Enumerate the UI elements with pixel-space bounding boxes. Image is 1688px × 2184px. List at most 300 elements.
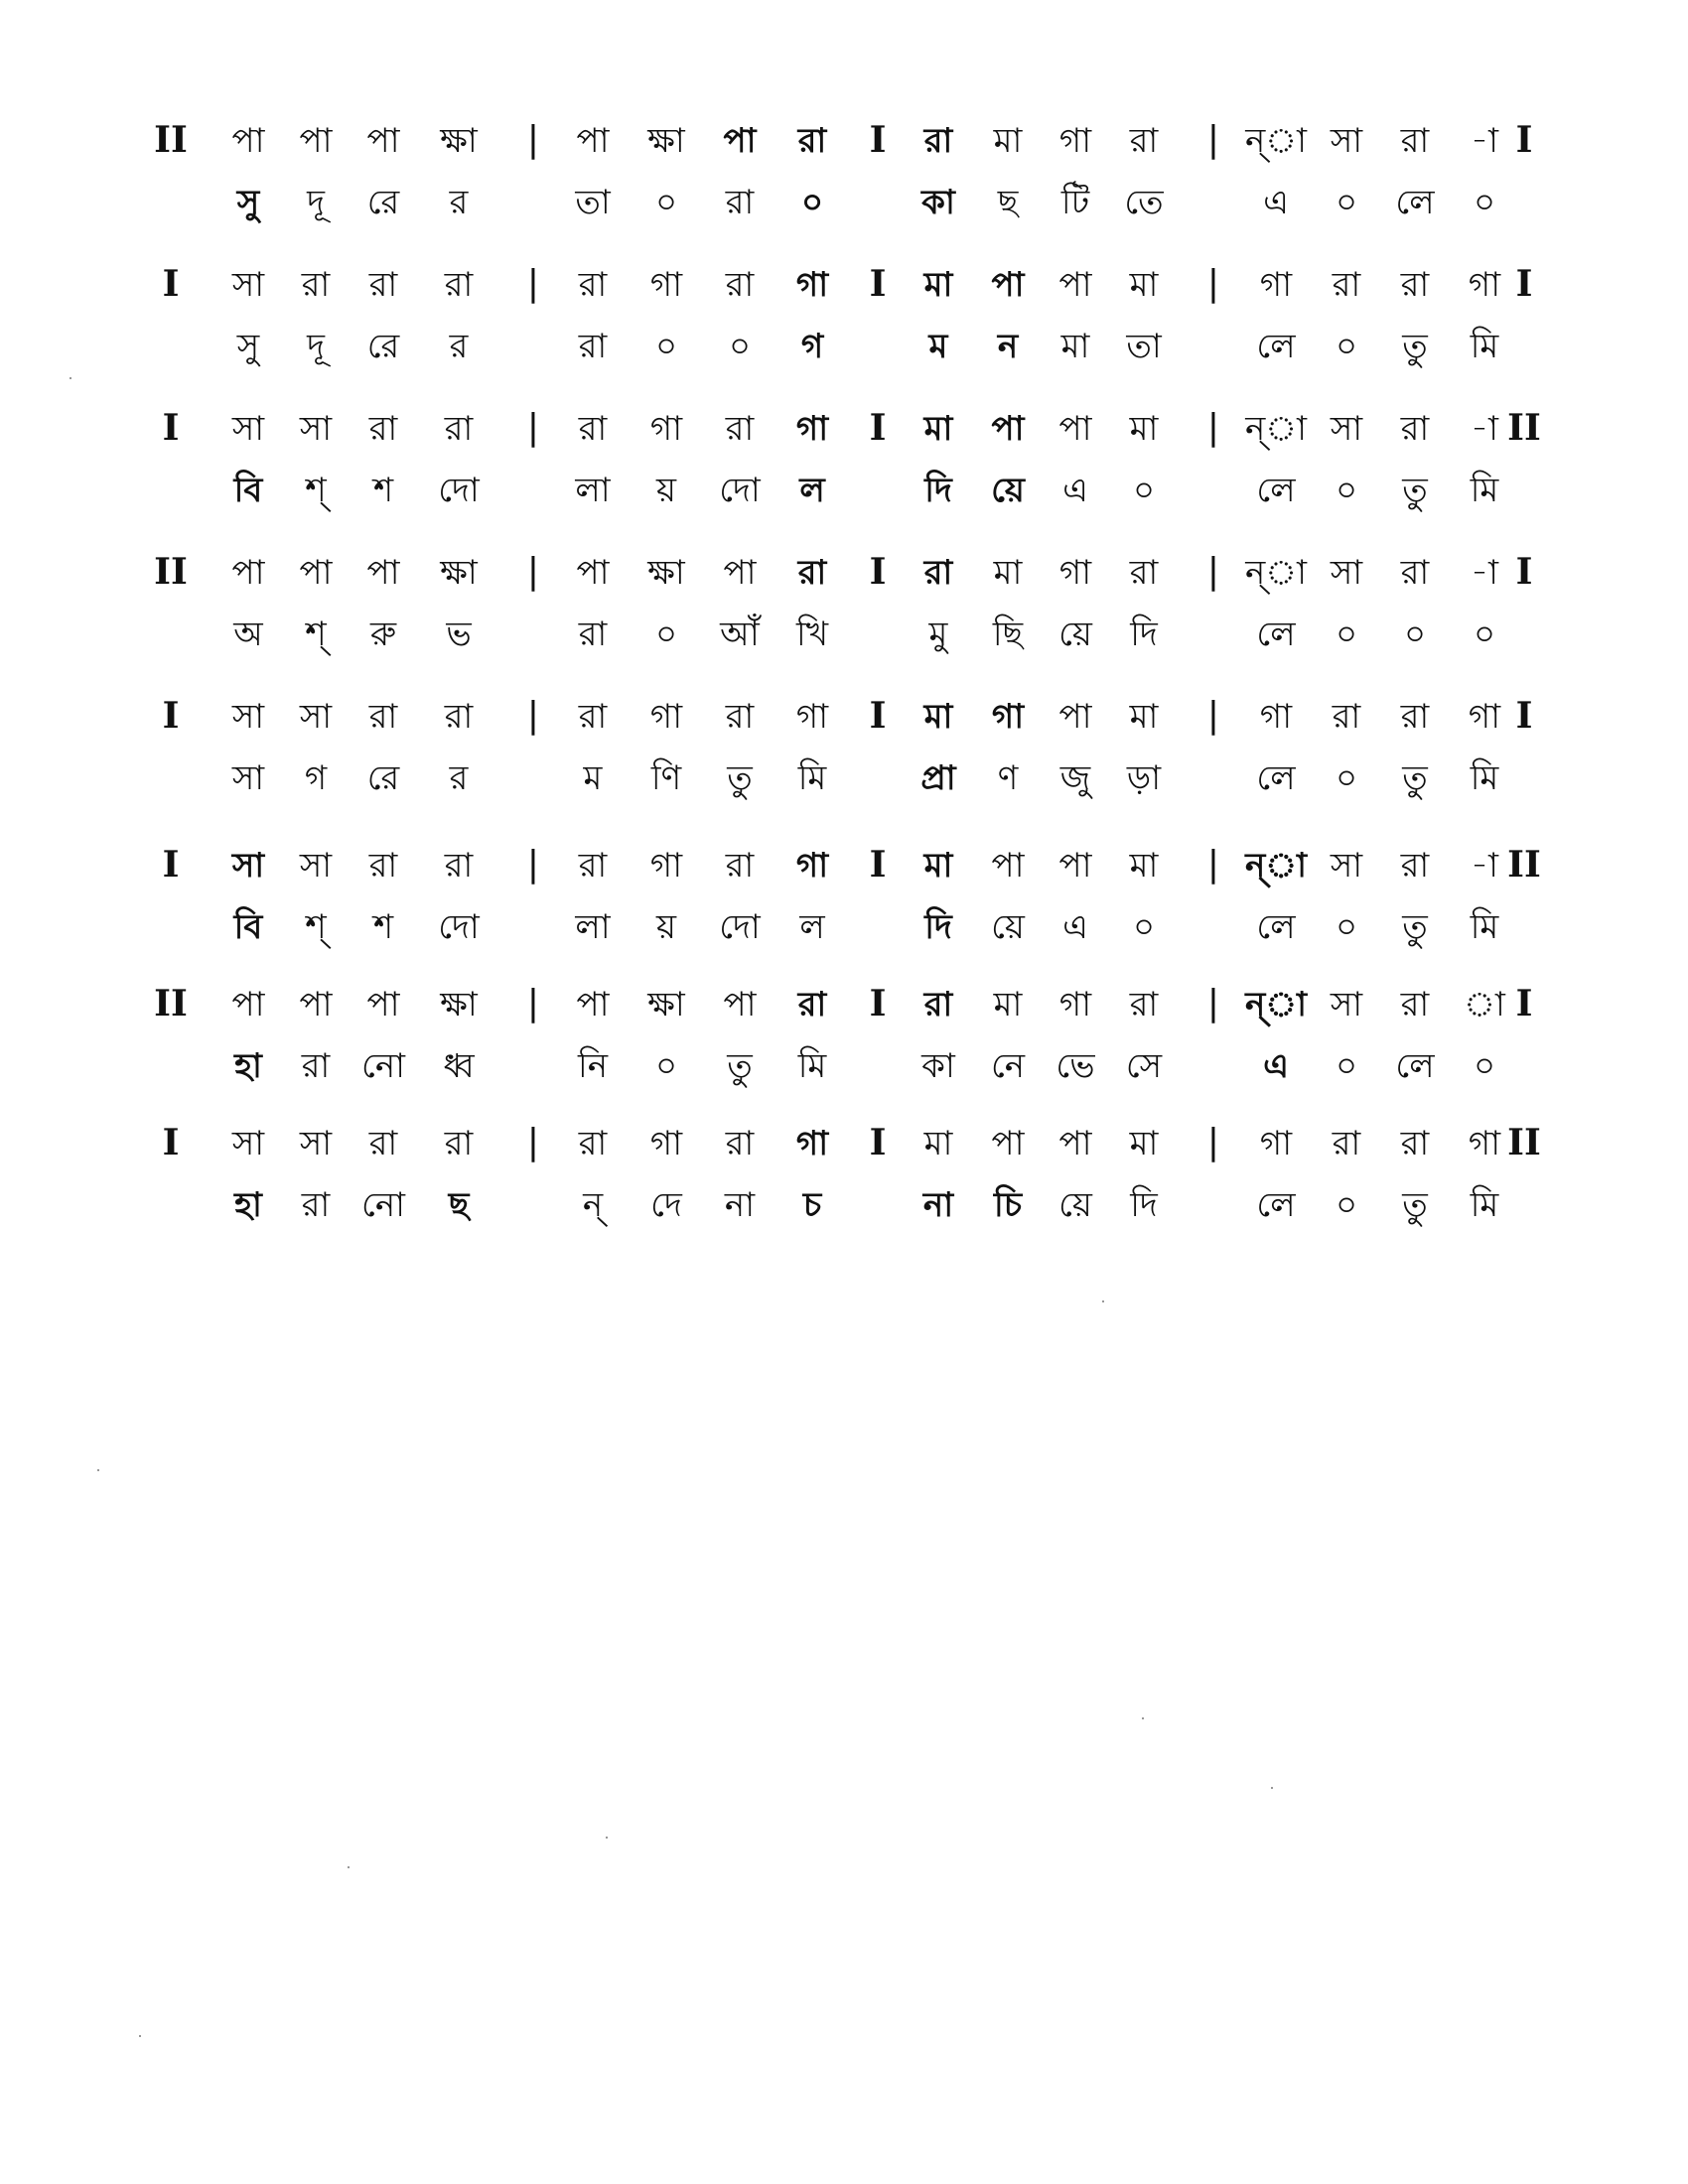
lyric-syllable: মি [797, 1046, 827, 1086]
swara-note: সা [1330, 553, 1363, 593]
swara-note: গা [649, 265, 683, 305]
lyric-syllable: এ [1062, 471, 1088, 510]
lyric-syllable: ০ [1335, 183, 1358, 222]
swara-note: মা [1129, 1124, 1159, 1163]
bar-line: I [869, 407, 887, 449]
lyric-syllable: ল [799, 471, 825, 510]
swara-note: রা [444, 265, 474, 305]
lyric-syllable: শ্‌ [305, 471, 327, 510]
swara-note: রা [578, 409, 608, 449]
swara-note: সা [299, 1124, 333, 1163]
bar-line: I [869, 983, 887, 1024]
scan-speck [348, 1866, 350, 1868]
bar-line: I [162, 844, 180, 886]
lyric-syllable: লা [575, 471, 611, 510]
bar-line: | [526, 983, 540, 1024]
swara-note: পা [366, 985, 400, 1024]
swara-note: া [1464, 985, 1505, 1024]
swara-note: রা [1400, 265, 1430, 305]
swara-note: সা [1330, 409, 1363, 449]
swara-note: -া [1471, 409, 1498, 449]
lyric-syllable: ০ [1335, 758, 1358, 798]
swara-note: সা [231, 846, 265, 886]
lyric-syllable: ছি [992, 614, 1024, 654]
swara-note: -া [1471, 553, 1498, 593]
lyric-syllable: তু [1402, 907, 1428, 947]
swara-note: সা [231, 409, 265, 449]
lyric-syllable: খি [795, 614, 829, 654]
swara-note: রা [1400, 553, 1430, 593]
lyric-syllable: ০ [654, 327, 678, 366]
swara-note: পা [1058, 265, 1092, 305]
bar-line: II [1507, 844, 1541, 886]
swara-note: মা [1129, 409, 1159, 449]
swara-note: রা [725, 846, 755, 886]
lyric-syllable: সে [1125, 1046, 1163, 1086]
lyric-syllable: য়ে [991, 471, 1025, 510]
lyric-syllable: প্রা [920, 758, 956, 798]
lyric-syllable: শ [372, 471, 394, 510]
lyric-syllable: লে [1256, 1185, 1296, 1225]
swara-note: মা [1129, 846, 1159, 886]
swara-note: গা [795, 846, 829, 886]
bar-line: I [869, 844, 887, 886]
lyric-syllable: রা [301, 1046, 331, 1086]
swara-note: গা [795, 265, 829, 305]
swara-note: রা [578, 697, 608, 737]
scan-speck [606, 1837, 608, 1839]
swara-note: পা [299, 121, 333, 161]
lyric-syllable: ড়া [1126, 758, 1162, 798]
lyric-syllable: ০ [1335, 327, 1358, 366]
swara-note: রা [368, 409, 398, 449]
lyric-syllable: তা [1126, 327, 1162, 366]
scan-speck [1271, 1787, 1273, 1789]
swara-note: পা [991, 265, 1025, 305]
lyric-syllable: লে [1256, 471, 1296, 510]
swara-note: রা [725, 697, 755, 737]
bar-line: | [526, 1122, 540, 1162]
lyric-syllable: মি [1470, 907, 1499, 947]
swara-note: গা [1468, 265, 1501, 305]
swara-note: পা [366, 553, 400, 593]
lyric-syllable: য়ে [991, 907, 1025, 947]
swara-note: রা [1400, 846, 1430, 886]
lyric-syllable: নে [990, 1046, 1026, 1086]
lyric-syllable: শ [372, 907, 394, 947]
lyric-syllable: মি [797, 758, 827, 798]
swara-note: পা [723, 985, 757, 1024]
bar-line: | [1206, 119, 1220, 160]
lyric-syllable: ম [583, 758, 603, 798]
notation-system [0, 119, 1688, 253]
lyric-syllable: লে [1256, 758, 1296, 798]
notation-system [0, 407, 1688, 541]
lyric-syllable: এ [1263, 1046, 1289, 1086]
swara-note: ন্‌া [1245, 846, 1307, 886]
notation-system [0, 983, 1688, 1117]
swara-note: রা [1400, 1124, 1430, 1163]
bar-line: I [1515, 263, 1533, 305]
lyric-syllable: দি [924, 471, 952, 510]
swara-note: গা [795, 1124, 829, 1163]
lyric-syllable: রা [578, 614, 608, 654]
lyric-syllable: অ [233, 614, 263, 654]
swara-note: ক্ষা [647, 121, 685, 161]
swara-note: রা [444, 1124, 474, 1163]
swara-note: গা [1468, 697, 1501, 737]
swara-note: পা [576, 553, 610, 593]
swara-note: -া [1471, 846, 1498, 886]
bar-line: I [162, 407, 180, 449]
swara-note: গা [1058, 121, 1092, 161]
lyric-syllable: মা [1060, 327, 1090, 366]
lyric-syllable: তু [1402, 758, 1428, 798]
lyric-syllable: হা [234, 1185, 262, 1225]
swara-note: পা [299, 985, 333, 1024]
lyric-syllable: মি [1470, 327, 1499, 366]
swara-note: সা [231, 265, 265, 305]
swara-note: সা [299, 409, 333, 449]
swara-note: রা [1332, 697, 1361, 737]
swara-note: রা [301, 265, 331, 305]
lyric-syllable: কা [921, 183, 955, 222]
swara-note: মা [993, 553, 1023, 593]
notation-system [0, 1122, 1688, 1256]
lyric-syllable: ছ [997, 183, 1019, 222]
swara-note: রা [368, 697, 398, 737]
bar-line: I [869, 119, 887, 161]
lyric-syllable: সু [236, 327, 260, 366]
lyric-syllable: ০ [1403, 614, 1427, 654]
lyric-syllable: শ্‌ [305, 907, 327, 947]
lyric-syllable: ০ [1335, 471, 1358, 510]
swara-note: ন্‌া [1245, 985, 1307, 1024]
swara-note: পা [991, 846, 1025, 886]
lyric-syllable: বি [233, 907, 263, 947]
lyric-syllable: ০ [1335, 614, 1358, 654]
notation-system [0, 695, 1688, 829]
swara-note: রা [1129, 553, 1159, 593]
lyric-syllable: আঁ [720, 614, 760, 654]
swara-note: গা [1058, 553, 1092, 593]
bar-line: | [1206, 263, 1220, 304]
scan-speck [97, 1469, 99, 1471]
swara-note: মা [923, 1124, 953, 1163]
lyric-syllable: নো [361, 1046, 405, 1086]
swara-note: পা [576, 985, 610, 1024]
lyric-syllable: ভে [1055, 1046, 1095, 1086]
lyric-syllable: ভ [446, 614, 472, 654]
lyric-syllable: মি [1470, 758, 1499, 798]
bar-line: I [869, 263, 887, 305]
lyric-syllable: দো [719, 471, 761, 510]
bar-line: I [869, 551, 887, 593]
swara-note: ক্ষা [440, 121, 478, 161]
lyric-syllable: র [449, 758, 469, 798]
swara-note: গা [649, 1124, 683, 1163]
swara-note: রা [923, 985, 953, 1024]
bar-line: | [526, 695, 540, 736]
lyric-syllable: মি [1470, 471, 1499, 510]
swara-note: গা [1259, 265, 1293, 305]
swara-note: মা [923, 697, 953, 737]
swara-note: পা [723, 553, 757, 593]
swara-note: পা [1058, 1124, 1092, 1163]
lyric-syllable: ০ [728, 327, 752, 366]
lyric-syllable: গ [800, 327, 824, 366]
bar-line: I [1515, 695, 1533, 737]
lyric-syllable: মি [1470, 1185, 1499, 1225]
swara-note: গা [795, 409, 829, 449]
lyric-syllable: বি [233, 471, 263, 510]
swara-note: সা [299, 697, 333, 737]
swara-note: রা [1129, 985, 1159, 1024]
swara-note: রা [725, 265, 755, 305]
swara-note: পা [1058, 846, 1092, 886]
lyric-syllable: ০ [1335, 1046, 1358, 1086]
bar-line: I [1515, 551, 1533, 593]
lyric-syllable: লে [1395, 1046, 1435, 1086]
bar-line: I [162, 695, 180, 737]
swara-note: ক্ষা [647, 553, 685, 593]
lyric-syllable: রে [366, 758, 400, 798]
swara-note: রা [444, 697, 474, 737]
swara-note: মা [923, 265, 953, 305]
scan-speck [1142, 1717, 1144, 1719]
lyric-syllable: তু [1402, 327, 1428, 366]
lyric-syllable: ০ [800, 183, 824, 222]
bar-line: | [526, 119, 540, 160]
lyric-syllable: র [449, 183, 469, 222]
swara-note: সা [231, 697, 265, 737]
bar-line: II [1507, 1122, 1541, 1163]
notation-system [0, 551, 1688, 685]
lyric-syllable: কা [921, 1046, 955, 1086]
swara-note: পা [723, 121, 757, 161]
lyric-syllable: ০ [1335, 1185, 1358, 1225]
bar-line: I [869, 1122, 887, 1163]
bar-line: I [162, 1122, 180, 1163]
bar-line: II [154, 119, 188, 161]
lyric-syllable: লে [1256, 907, 1296, 947]
lyric-syllable: য়ে [1058, 614, 1092, 654]
swara-note: পা [991, 1124, 1025, 1163]
swara-note: পা [231, 553, 265, 593]
scan-speck [70, 377, 71, 379]
swara-note: মা [1129, 697, 1159, 737]
swara-note: মা [923, 846, 953, 886]
lyric-syllable: সু [236, 183, 260, 222]
bar-line: II [154, 551, 188, 593]
lyric-syllable: রু [369, 614, 397, 654]
lyric-syllable: র [449, 327, 469, 366]
bar-line: | [1206, 1122, 1220, 1162]
lyric-syllable: হা [234, 1046, 262, 1086]
swara-note: রা [1332, 1124, 1361, 1163]
swara-note: সা [1330, 985, 1363, 1024]
swara-note: রা [1400, 985, 1430, 1024]
lyric-syllable: এ [1263, 183, 1289, 222]
bar-line: I [869, 695, 887, 737]
swara-note: রা [444, 846, 474, 886]
bar-line: | [526, 551, 540, 592]
lyric-syllable: রা [301, 1185, 331, 1225]
swara-note: গা [1259, 697, 1293, 737]
lyric-syllable: নো [361, 1185, 405, 1225]
swara-note: গা [649, 409, 683, 449]
lyric-syllable: শ্‌ [305, 614, 327, 654]
lyric-syllable: রা [578, 327, 608, 366]
lyric-syllable: ০ [1335, 907, 1358, 947]
bar-line: I [1515, 119, 1533, 161]
swara-note: গা [649, 846, 683, 886]
swara-note: রা [444, 409, 474, 449]
notation-system [0, 844, 1688, 978]
lyric-syllable: তা [575, 183, 611, 222]
lyric-syllable: ধ্ব [443, 1046, 475, 1086]
swara-note: পা [1058, 409, 1092, 449]
lyric-syllable: লে [1395, 183, 1435, 222]
swara-note: পা [991, 409, 1025, 449]
swara-note: মা [993, 985, 1023, 1024]
lyric-syllable: ণ [997, 758, 1019, 798]
swara-note: রা [923, 121, 953, 161]
bar-line: | [1206, 551, 1220, 592]
lyric-syllable: ল [799, 907, 825, 947]
lyric-syllable: গ [304, 758, 328, 798]
lyric-syllable: সা [231, 758, 265, 798]
lyric-syllable: ন [997, 327, 1019, 366]
swara-note: গা [1058, 985, 1092, 1024]
swara-note: গা [649, 697, 683, 737]
lyric-syllable: জু [1059, 758, 1091, 798]
lyric-syllable: চ [802, 1185, 822, 1225]
swara-note: গা [991, 697, 1025, 737]
swara-note: ক্ষা [440, 985, 478, 1024]
lyric-syllable: ০ [654, 614, 678, 654]
swara-note: পা [231, 121, 265, 161]
swara-note: পা [231, 985, 265, 1024]
swara-note: রা [1400, 121, 1430, 161]
lyric-syllable: রা [725, 183, 755, 222]
bar-line: I [162, 263, 180, 305]
bar-line: | [1206, 844, 1220, 885]
scan-speck [139, 2035, 141, 2037]
swara-note: রা [725, 1124, 755, 1163]
lyric-syllable: তু [1402, 1185, 1428, 1225]
swara-note: রা [578, 846, 608, 886]
swara-note: রা [1332, 265, 1361, 305]
swara-note: মা [1129, 265, 1159, 305]
swara-note: সা [1330, 121, 1363, 161]
lyric-syllable: দি [1130, 614, 1158, 654]
bar-line: | [526, 844, 540, 885]
swara-note: ন্‌া [1245, 121, 1307, 161]
lyric-syllable: লে [1256, 614, 1296, 654]
lyric-syllable: দো [438, 907, 480, 947]
lyric-syllable: ০ [654, 183, 678, 222]
swara-note: ন্‌া [1245, 409, 1307, 449]
lyric-syllable: মু [928, 614, 948, 654]
swara-note: রা [368, 846, 398, 886]
lyric-syllable: ০ [1132, 471, 1156, 510]
lyric-syllable: রে [366, 327, 400, 366]
scan-speck [1102, 1300, 1104, 1302]
lyric-syllable: ০ [1132, 907, 1156, 947]
swara-note: রা [578, 1124, 608, 1163]
lyric-syllable: লে [1256, 327, 1296, 366]
swara-note: রা [1129, 121, 1159, 161]
lyric-syllable: য়ে [1058, 1185, 1092, 1225]
swara-note: রা [797, 553, 827, 593]
swara-note: গা [795, 697, 829, 737]
lyric-syllable: ন্‌ [582, 1185, 604, 1225]
bar-line: II [1507, 407, 1541, 449]
swara-note: সা [299, 846, 333, 886]
lyric-syllable: ০ [1473, 1046, 1496, 1086]
swara-note: রা [578, 265, 608, 305]
swara-note: রা [368, 265, 398, 305]
lyric-syllable: লা [575, 907, 611, 947]
lyric-syllable: ০ [1473, 183, 1496, 222]
swara-note: পা [366, 121, 400, 161]
lyric-syllable: দি [924, 907, 952, 947]
lyric-syllable: টি [1060, 183, 1090, 222]
bar-line: | [526, 263, 540, 304]
lyric-syllable: য় [655, 907, 677, 947]
bar-line: | [1206, 407, 1220, 448]
lyric-syllable: ০ [654, 1046, 678, 1086]
swara-note: -া [1471, 121, 1498, 161]
bar-line: I [1515, 983, 1533, 1024]
swara-note: মা [993, 121, 1023, 161]
bar-line: | [1206, 695, 1220, 736]
notation-system [0, 263, 1688, 397]
lyric-syllable: দূ [307, 327, 325, 366]
lyric-syllable: চি [993, 1185, 1023, 1225]
lyric-syllable: তু [727, 758, 753, 798]
swara-note: ন্‌া [1245, 553, 1307, 593]
swara-note: রা [725, 409, 755, 449]
swara-note: রা [1400, 697, 1430, 737]
swara-note: মা [923, 409, 953, 449]
lyric-syllable: দূ [307, 183, 325, 222]
swara-note: রা [797, 121, 827, 161]
bar-line: | [1206, 983, 1220, 1024]
lyric-syllable: এ [1062, 907, 1088, 947]
swara-note: রা [368, 1124, 398, 1163]
swara-note: সা [1330, 846, 1363, 886]
lyric-syllable: ণি [650, 758, 682, 798]
lyric-syllable: দো [438, 471, 480, 510]
lyric-syllable: ম [928, 327, 948, 366]
swara-note: রা [923, 553, 953, 593]
swara-note: রা [797, 985, 827, 1024]
bar-line: II [154, 983, 188, 1024]
lyric-syllable: ০ [1473, 614, 1496, 654]
swara-note: ক্ষা [647, 985, 685, 1024]
lyric-syllable: দো [719, 907, 761, 947]
swara-note: রা [1400, 409, 1430, 449]
lyric-syllable: নি [577, 1046, 609, 1086]
swara-note: গা [1259, 1124, 1293, 1163]
lyric-syllable: তে [1124, 183, 1164, 222]
bar-line: | [526, 407, 540, 448]
swara-note: পা [299, 553, 333, 593]
swara-note: গা [1468, 1124, 1501, 1163]
lyric-syllable: তু [727, 1046, 753, 1086]
